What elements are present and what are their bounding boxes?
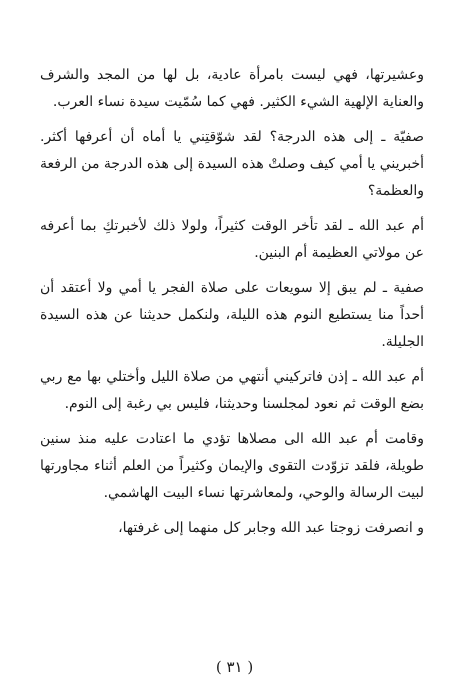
page-number: ( ٣١ )	[215, 658, 254, 676]
paragraph-6: وقامت أم عبد الله الى مصلاها تؤدي ما اعتادت عليه منذ سنين طويلة، فلقد تزوّدت التقوى والإيمان وكثيراً من العلم أثناء مجاورتها لبيت الرسالة والوحي، ولمعاشرتها نساء البيت الهاشمي.	[40, 431, 424, 501]
paragraph-4: صفية ـ لم يبق إلا سويعات على صلاة الفجر يا أمي ولا أعتقد أن أحداً منا يستطيع النوم هذه الليلة، ولنكمل حديثنا عن هذه السيدة الجليلة.	[40, 280, 424, 350]
paragraph-7: و انصرفت زوجتا عبد الله وجابر كل منهما إلى غرفتها،	[118, 520, 424, 536]
paragraph-5: أم عبد الله ـ إذن فاتركيني أنتهي من صلاة الليل وأختلي بها مع ربي بضع الوقت ثم نعود لمجلسنا وحديثنا، فليس بي رغبة إلى النوم.	[40, 369, 424, 412]
body-text	[40, 62, 424, 550]
paragraph-2: صفيّة ـ إلى هذه الدرجة؟ لقد شوّقتِني يا أماه أن أعرفها أكثر. أخبريني يا أمي كيف وصلتْ هذه السيدة إلى هذه الدرجة من الرفعة والعظمة؟	[40, 129, 425, 199]
paragraph-1: وعشيرتها، فهي ليست بامرأة عادية، بل لها من المجد والشرف والعناية الإلهية الشيء الكثير. فهي كما سُمّيت سيدة نساء العرب.	[40, 67, 424, 110]
paragraph-3: أم عبد الله ـ لقد تأخر الوقت كثيراً، ولولا ذلك لأخبرتكِ بما أعرفه عن مولاتي العظيمة أم البنين.	[40, 218, 424, 261]
